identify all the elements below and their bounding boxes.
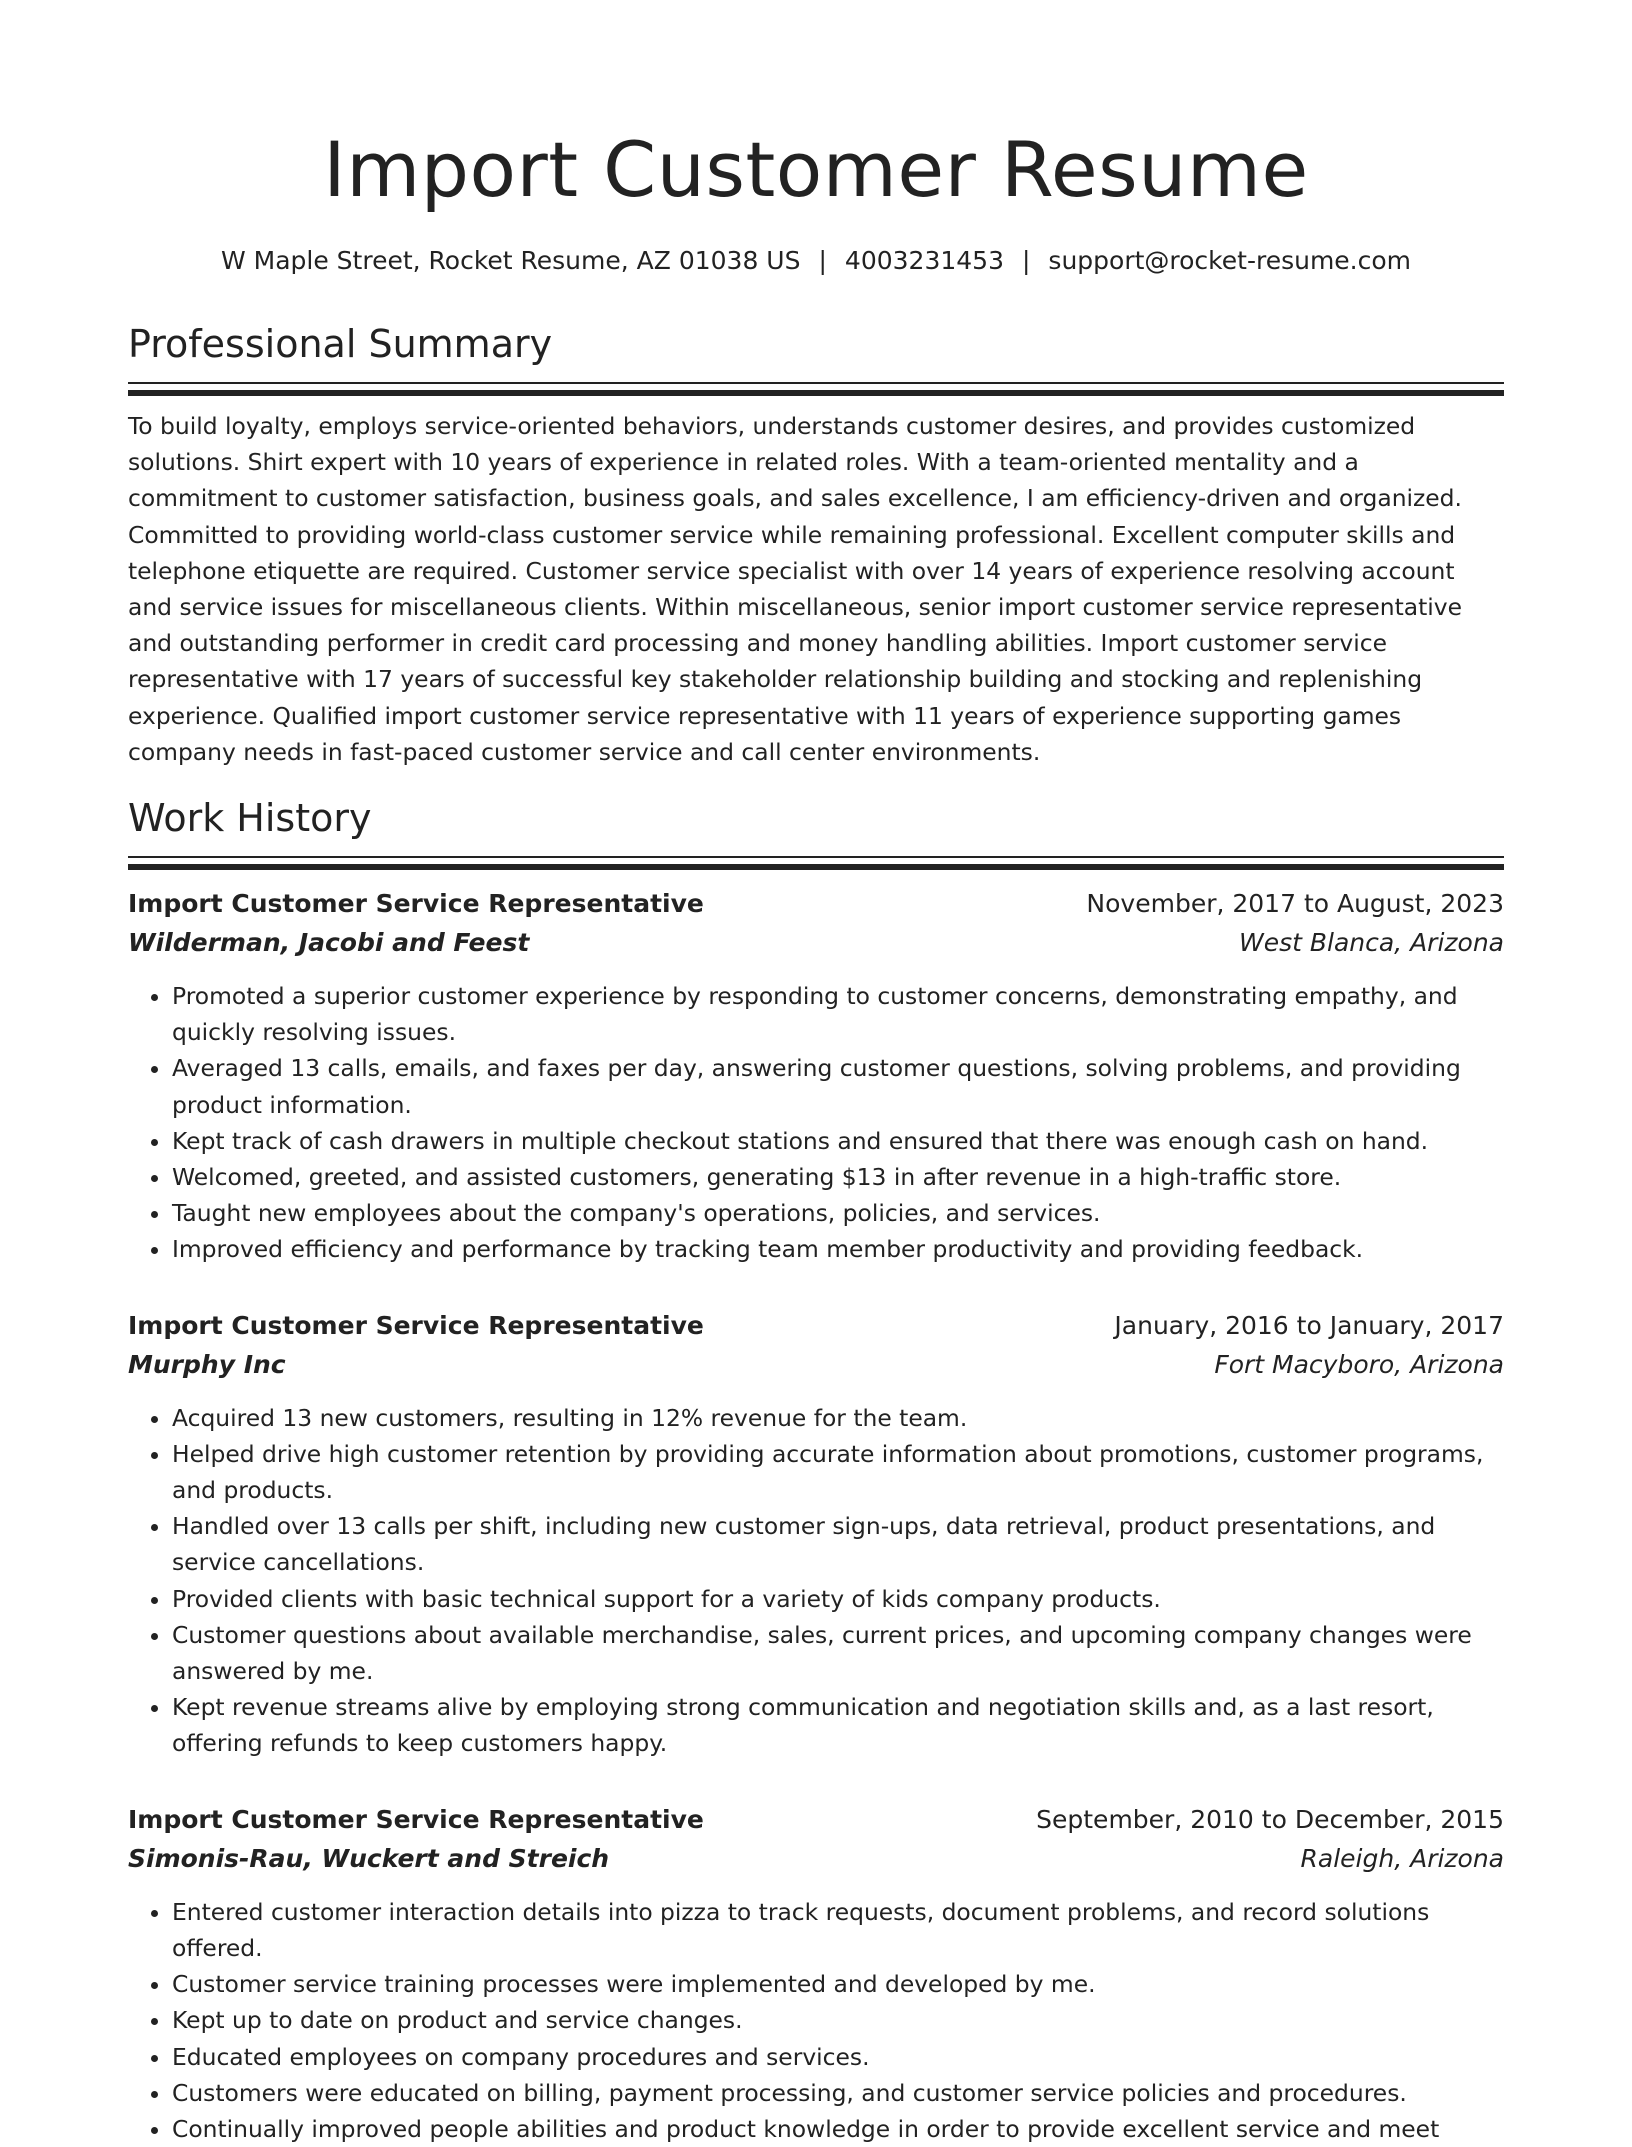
job-title: Import Customer Service Representative <box>128 1804 704 1834</box>
job-bullet: • Entered customer interaction details into pizza to track requests, document problems, and record solutions offered. <box>172 1894 1504 1966</box>
job-header-row <box>128 1306 1504 1345</box>
contact-email: support@rocket-resume.com <box>1048 246 1412 275</box>
job-entry <box>128 1800 1504 2147</box>
section-title-summary: Professional Summary <box>128 322 553 366</box>
work-history-section <box>128 794 1504 2147</box>
job-bullet: • Continually improved people abilities and product knowledge in order to provide excellent service and meet <box>172 2111 1504 2147</box>
job-header-row <box>128 884 1504 923</box>
job-entry <box>128 1306 1504 1762</box>
resume-name: Import Customer Resume <box>323 125 1309 214</box>
job-bullet: • Taught new employees about the company's operations, policies, and services. <box>172 1195 1504 1231</box>
job-bullet: • Provided clients with basic technical support for a variety of kids company products. <box>172 1581 1504 1617</box>
job-employer-row <box>128 1345 1504 1384</box>
job-bullet: • Customer questions about available merchandise, sales, current prices, and upcoming company changes were answered by me. <box>172 1617 1504 1689</box>
contact-address: W Maple Street, Rocket Resume, AZ 01038 US <box>220 246 801 275</box>
job-bullet: • Promoted a superior customer experience by responding to customer concerns, demonstrating empathy, and quickly resolving issues. <box>172 978 1504 1050</box>
resume-page <box>128 0 1504 2147</box>
job-bullet: • Educated employees on company procedures and services. <box>172 2039 1504 2075</box>
job-bullet: • Kept track of cash drawers in multiple checkout stations and ensured that there was enough cash on hand. <box>172 1123 1504 1159</box>
job-dates: September, 2010 to December, 2015 <box>1036 1804 1504 1834</box>
job-location: Raleigh, Arizona <box>1300 1843 1504 1873</box>
job-entry <box>128 884 1504 1268</box>
job-bullets <box>128 978 1504 1268</box>
job-location: West Blanca, Arizona <box>1238 928 1504 958</box>
job-bullet: • Welcomed, greeted, and assisted customers, generating $13 in after revenue in a high-traffic store. <box>172 1159 1504 1195</box>
summary-text: To build loyalty, employs service-oriented behaviors, understands customer desires, and provides customized solutions. Shirt expert with 10 years of experience in related roles. With a team-oriented mentality and a commitment to customer satisfaction, business goals, and sales excellence, I am efficiency-driven and organized. Committed to providing world-class customer service while remaining professional. Excellent computer skills and telephone etiquette are required. Customer service specialist with over 14 years of experience resolving account and service issues for miscellaneous clients. Within miscellaneous, senior import customer service representative and outstanding performer in credit card processing and money handling abilities. Import customer service representative with 17 years of successful key stakeholder relationship building and stocking and replenishing experience. Qualified import customer service representative with 11 years of experience supporting games company needs in fast-paced customer service and call center environments. <box>128 412 1462 766</box>
contact-phone: 4003231453 <box>844 246 1004 275</box>
job-employer-row <box>128 923 1504 962</box>
job-header-row <box>128 1800 1504 1839</box>
job-dates: November, 2017 to August, 2023 <box>1086 889 1504 919</box>
summary-section <box>128 320 1504 770</box>
section-divider <box>128 382 1504 396</box>
contact-separator: | <box>818 246 827 275</box>
job-bullet: • Acquired 13 new customers, resulting in 12% revenue for the team. <box>172 1400 1504 1436</box>
job-bullet: • Kept revenue streams alive by employing strong communication and negotiation skills and, as a last resort, offering refunds to keep customers happy. <box>172 1689 1504 1761</box>
job-title: Import Customer Service Representative <box>128 889 704 919</box>
job-bullet: • Averaged 13 calls, emails, and faxes per day, answering customer questions, solving problems, and providing product information. <box>172 1050 1504 1122</box>
job-bullet: • Improved efficiency and performance by tracking team member productivity and providing feedback. <box>172 1231 1504 1267</box>
job-location: Fort Macyboro, Arizona <box>1214 1349 1504 1379</box>
job-employer-row <box>128 1839 1504 1878</box>
job-bullets <box>128 1894 1504 2147</box>
job-dates: January, 2016 to January, 2017 <box>1114 1310 1504 1340</box>
contact-line <box>128 244 1504 278</box>
job-bullets <box>128 1400 1504 1762</box>
section-title-work-history: Work History <box>128 796 372 841</box>
job-bullet: • Customers were educated on billing, payment processing, and customer service policies and procedures. <box>172 2075 1504 2111</box>
job-bullet: • Kept up to date on product and service changes. <box>172 2002 1504 2038</box>
section-divider <box>128 856 1504 870</box>
job-bullet: • Customer service training processes were implemented and developed by me. <box>172 1966 1504 2002</box>
job-company: Simonis-Rau, Wuckert and Streich <box>128 1843 610 1873</box>
job-bullet: • Handled over 13 calls per shift, including new customer sign-ups, data retrieval, product presentations, and service cancellations. <box>172 1508 1504 1580</box>
job-bullet: • Helped drive high customer retention by providing accurate information about promotions, customer programs, and products. <box>172 1436 1504 1508</box>
job-company: Murphy Inc <box>128 1349 286 1379</box>
job-company: Wilderman, Jacobi and Feest <box>128 928 530 958</box>
job-title: Import Customer Service Representative <box>128 1310 704 1340</box>
contact-separator: | <box>1021 246 1031 275</box>
